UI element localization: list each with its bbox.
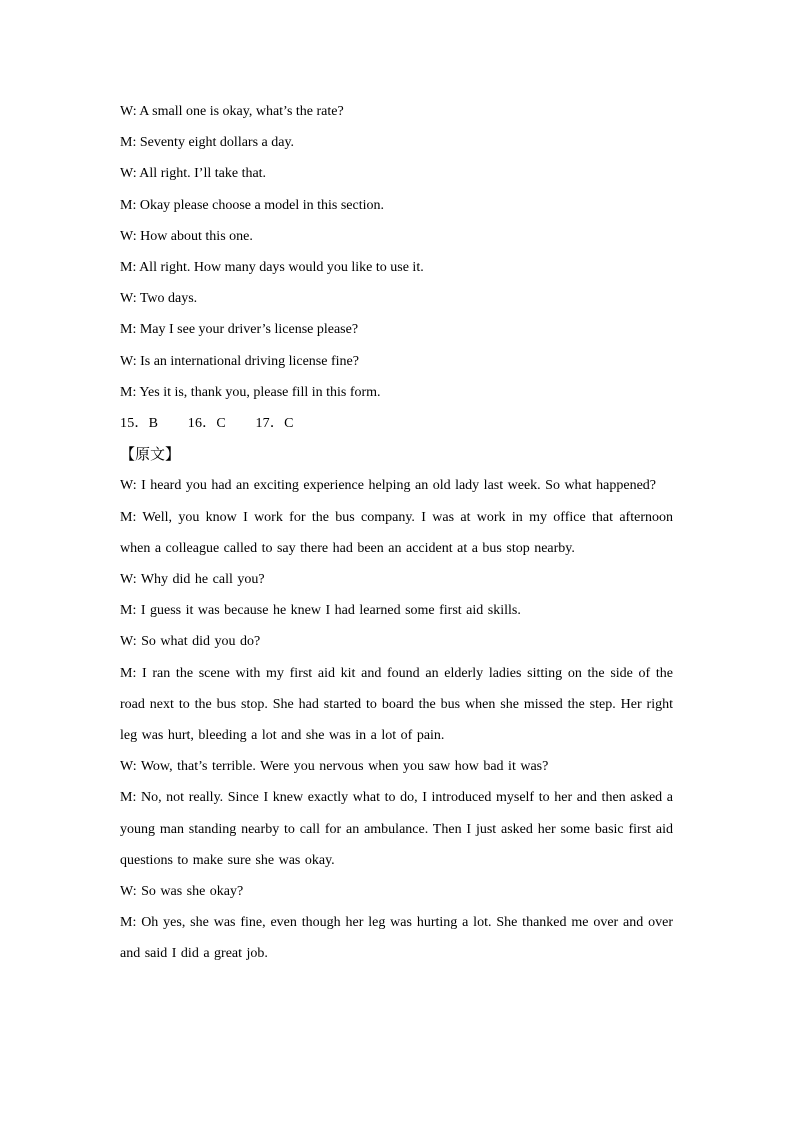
dialogue-paragraph: W: So was she okay? xyxy=(120,884,244,900)
dialogue-paragraph: M: I ran the scene with my first aid kit and found an elderly ladies sitting on the side of the road next to the bus stop. She had started to board the bus when she missed the step. Her right leg was hurt, bleeding a lot and she was in a lot of pain. xyxy=(120,665,673,744)
dialogue-paragraph: W: Wow, that’s terrible. Were you nervous when you saw how bad it was? xyxy=(120,759,549,775)
answer-key: 15．B 16．C 17．C xyxy=(120,416,294,432)
dialogue-paragraph: M: No, not really. Since I knew exactly what to do, I introduced myself to her and then asked a young man standing nearby to call for an ambulance. Then I just asked her some basic first aid questions to make sure she was okay. xyxy=(120,790,673,868)
dialogue-line: W: All right. I’ll take that. xyxy=(120,166,267,182)
dialogue-line: M: Seventy eight dollars a day. xyxy=(120,135,295,151)
dialogue-line: M: Okay please choose a model in this section. xyxy=(120,197,384,213)
dialogue-line: W: A small one is okay, what’s the rate? xyxy=(120,104,344,119)
dialogue-first-aid xyxy=(120,470,673,969)
dialogue-line: M: May I see your driver’s license please? xyxy=(120,322,359,338)
dialogue-car-rental xyxy=(120,96,673,408)
dialogue-line: W: Is an international driving license fine? xyxy=(120,353,359,369)
dialogue-paragraph: M: I guess it was because he knew I had learned some first aid skills. xyxy=(120,603,521,619)
dialogue-line: W: How about this one. xyxy=(120,228,253,244)
dialogue-line: M: All right. How many days would you like to use it. xyxy=(120,260,424,276)
document-page xyxy=(120,96,673,970)
dialogue-paragraph: W: I heard you had an exciting experience helping an old lady last week. So what happened? xyxy=(120,478,657,494)
dialogue-paragraph: W: So what did you do? xyxy=(120,634,261,650)
dialogue-line: W: Two days. xyxy=(120,291,198,307)
dialogue-paragraph: M: Well, you know I work for the bus company. I was at work in my office that afternoon when a colleague called to say there had been an accident at a bus stop nearby. xyxy=(120,509,673,556)
section-heading: 【原文】 xyxy=(120,445,181,464)
dialogue-paragraph: W: Why did he call you? xyxy=(120,572,265,588)
dialogue-line: M: Yes it is, thank you, please fill in this form. xyxy=(120,384,381,400)
dialogue-paragraph: M: Oh yes, she was fine, even though her leg was hurting a lot. She thanked me over and over and said I did a great job. xyxy=(120,915,673,962)
